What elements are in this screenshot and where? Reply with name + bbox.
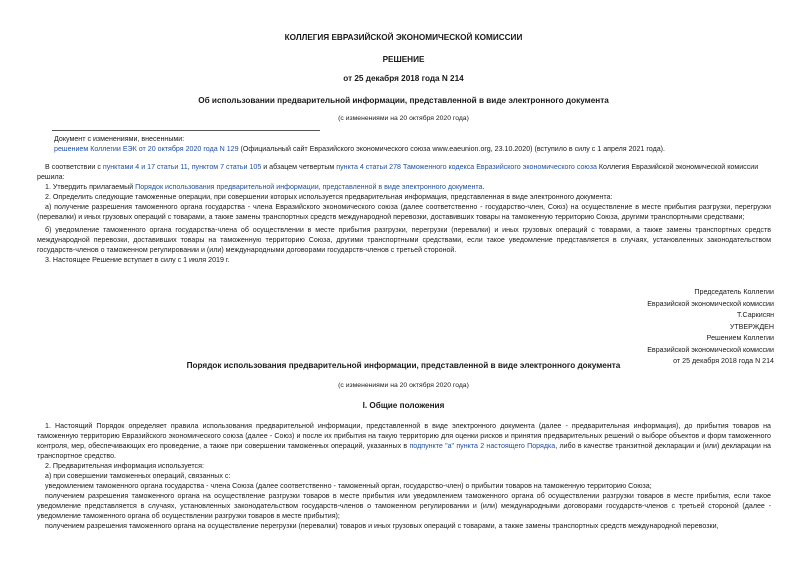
preamble-text-1: В соответствии с (45, 163, 103, 171)
signature-line: Решением Коллегии (706, 334, 774, 342)
item-3: 3. Настоящее Решение вступает в силу с 1 июля 2019 г. (45, 256, 230, 264)
item-1-end: . (482, 183, 485, 191)
changes-intro: Документ с изменениями, внесенными: (54, 135, 185, 143)
link-art11[interactable]: пунктами 4 и 17 статьи 11 (102, 163, 188, 171)
doc-type: РЕШЕНИЕ (382, 55, 425, 64)
item-1-text: 1. Утвердить прилагаемый (45, 183, 136, 191)
order-p2a1: уведомлением таможенного органа государства - члена Союза (далее соответственно - таможенный орган, государство-член) о прибытии товаров на таможенную территорию Союза; (45, 482, 652, 490)
order-p2a2: получением разрешения таможенного органа на осуществление разгрузки товаров в месте прибытия или уведомлением таможенного органа об осуществлении разгрузки товаров в месте прибытия, если такое уведомление представляется в случаях, установленных законодательством государств-членов о таможенном регулировании и (или) международными договорами государств-членов с третьей стороной (далее - уведомление таможенного органа об осуществлении разгрузки товаров в месте прибытия); (37, 492, 771, 520)
order-p2: 2. Предварительная информация используется: (45, 462, 204, 470)
amend-note: (с изменениями на 20 октября 2020 года) (338, 115, 469, 122)
approved-label: УТВЕРЖДЕН (729, 322, 774, 331)
order-title: Порядок использования предварительной информации, представленной в виде электронного документа (186, 361, 621, 370)
org-heading: КОЛЛЕГИЯ ЕВРАЗИЙСКОЙ ЭКОНОМИЧЕСКОЙ КОМИССИИ (284, 33, 523, 42)
order-p1 (37, 421, 771, 461)
preamble-text-4: Коллегия Евразийской экономической комиссии (596, 163, 759, 171)
preamble-text-2: , (187, 163, 192, 171)
signature-line: Евразийской экономической комиссии (647, 345, 774, 354)
changes-link[interactable]: решением Коллегии ЕЭК от 20 октября 2020 года N 129 (54, 145, 239, 153)
changes-divider (52, 130, 320, 131)
doc-date-number: от 25 декабря 2018 года N 214 (343, 74, 464, 83)
item-1 (37, 182, 771, 192)
signature-line: от 25 декабря 2018 года N 214 (673, 357, 774, 365)
order-p1-text-b: , либо в качестве транзитной декларации и (или) декларации на транспортное средство. (37, 442, 771, 460)
preamble-text-3: и абзацем четвертым (261, 163, 337, 171)
changes-rest: (Официальный сайт Евразийского экономического союза www.eaeunion.org, 23.10.2020) (вступило в силу с 1 апреля 2021 года). (238, 145, 666, 153)
changes-line (54, 144, 774, 154)
order-link[interactable]: Порядок использования предварительной информации, представленной в виде электронного документа (135, 183, 483, 191)
preamble (37, 162, 771, 172)
order-p2a: а) при совершении таможенных операций, связанных с: (45, 472, 231, 480)
changes-block (54, 134, 774, 154)
section-heading: I. Общие положения (362, 401, 445, 410)
link-art278[interactable]: пункта 4 статьи 278 Таможенного кодекса Евразийского экономического союза (336, 163, 597, 171)
order-p2a3: получением разрешения таможенного органа на осуществление перегрузки (перевалки) товаров и иных грузовых операций с товарами, а также замены транспортных средств международной перевозки, (45, 522, 719, 530)
link-art105[interactable]: пунктом 7 статьи 105 (191, 163, 262, 171)
order-p1-text-a: 1. Настоящий Порядок определяет правила использования предварительной информации, представленной в виде электронного документа (далее - предварительная информация), до прибытия товаров на таможенную территорию Евразийского экономического союза (далее - Союз) и после их прибытия на такую территорию для оценки рисков и принятия предварительных решений о выборе объектов и форм таможенного контроля, мер, обеспечивающих его проведение, а также при совершении таможенных операций, указанных в (37, 422, 771, 450)
order-p1-link[interactable]: подпункте "а" пункта 2 настоящего Порядка (409, 442, 556, 450)
signature-line: Т.Саркисян (737, 311, 774, 319)
signature-line: Евразийской экономической комиссии (647, 299, 774, 308)
decided-label: решила: (37, 173, 65, 181)
signature-line: Председатель Коллегии (694, 288, 774, 296)
item-2a: а) получение разрешения таможенного органа государства - члена Евразийского экономического союза (далее соответственно - государство-член, Союз) на осуществление в месте прибытия разгрузки, перегрузки (перевалки) и иных грузовых операций с товарами, а также замены транспортных средств международной перевозки, доставивших товары на таможенную территорию Союза, другими транспортными средствами; (37, 203, 771, 221)
decision-body (37, 162, 771, 265)
order-body (37, 421, 771, 531)
item-2: 2. Определить следующие таможенные операции, при совершении которых используется предварительная информация, представленная в виде электронного документа: (45, 193, 613, 201)
item-2b: б) уведомление таможенного органа государства-члена об осуществлении в месте прибытия разгрузки, перегрузки (перевалки) и иных грузовых операций с товарами, а также замены транспортных средств международной перевозки, доставивших товары на таможенную территорию Союза, другими транспортными средствами, если такое уведомление представляется в случаях, установленных законодательством государств-членов о таможенном регулировании и (или) международными договорами государств-членов с третьей стороной. (37, 226, 771, 254)
doc-title: Об использовании предварительной информации, представленной в виде электронного документа (198, 96, 609, 105)
order-amend-note: (с изменениями на 20 октября 2020 года) (338, 382, 469, 389)
signature-block (474, 287, 774, 368)
